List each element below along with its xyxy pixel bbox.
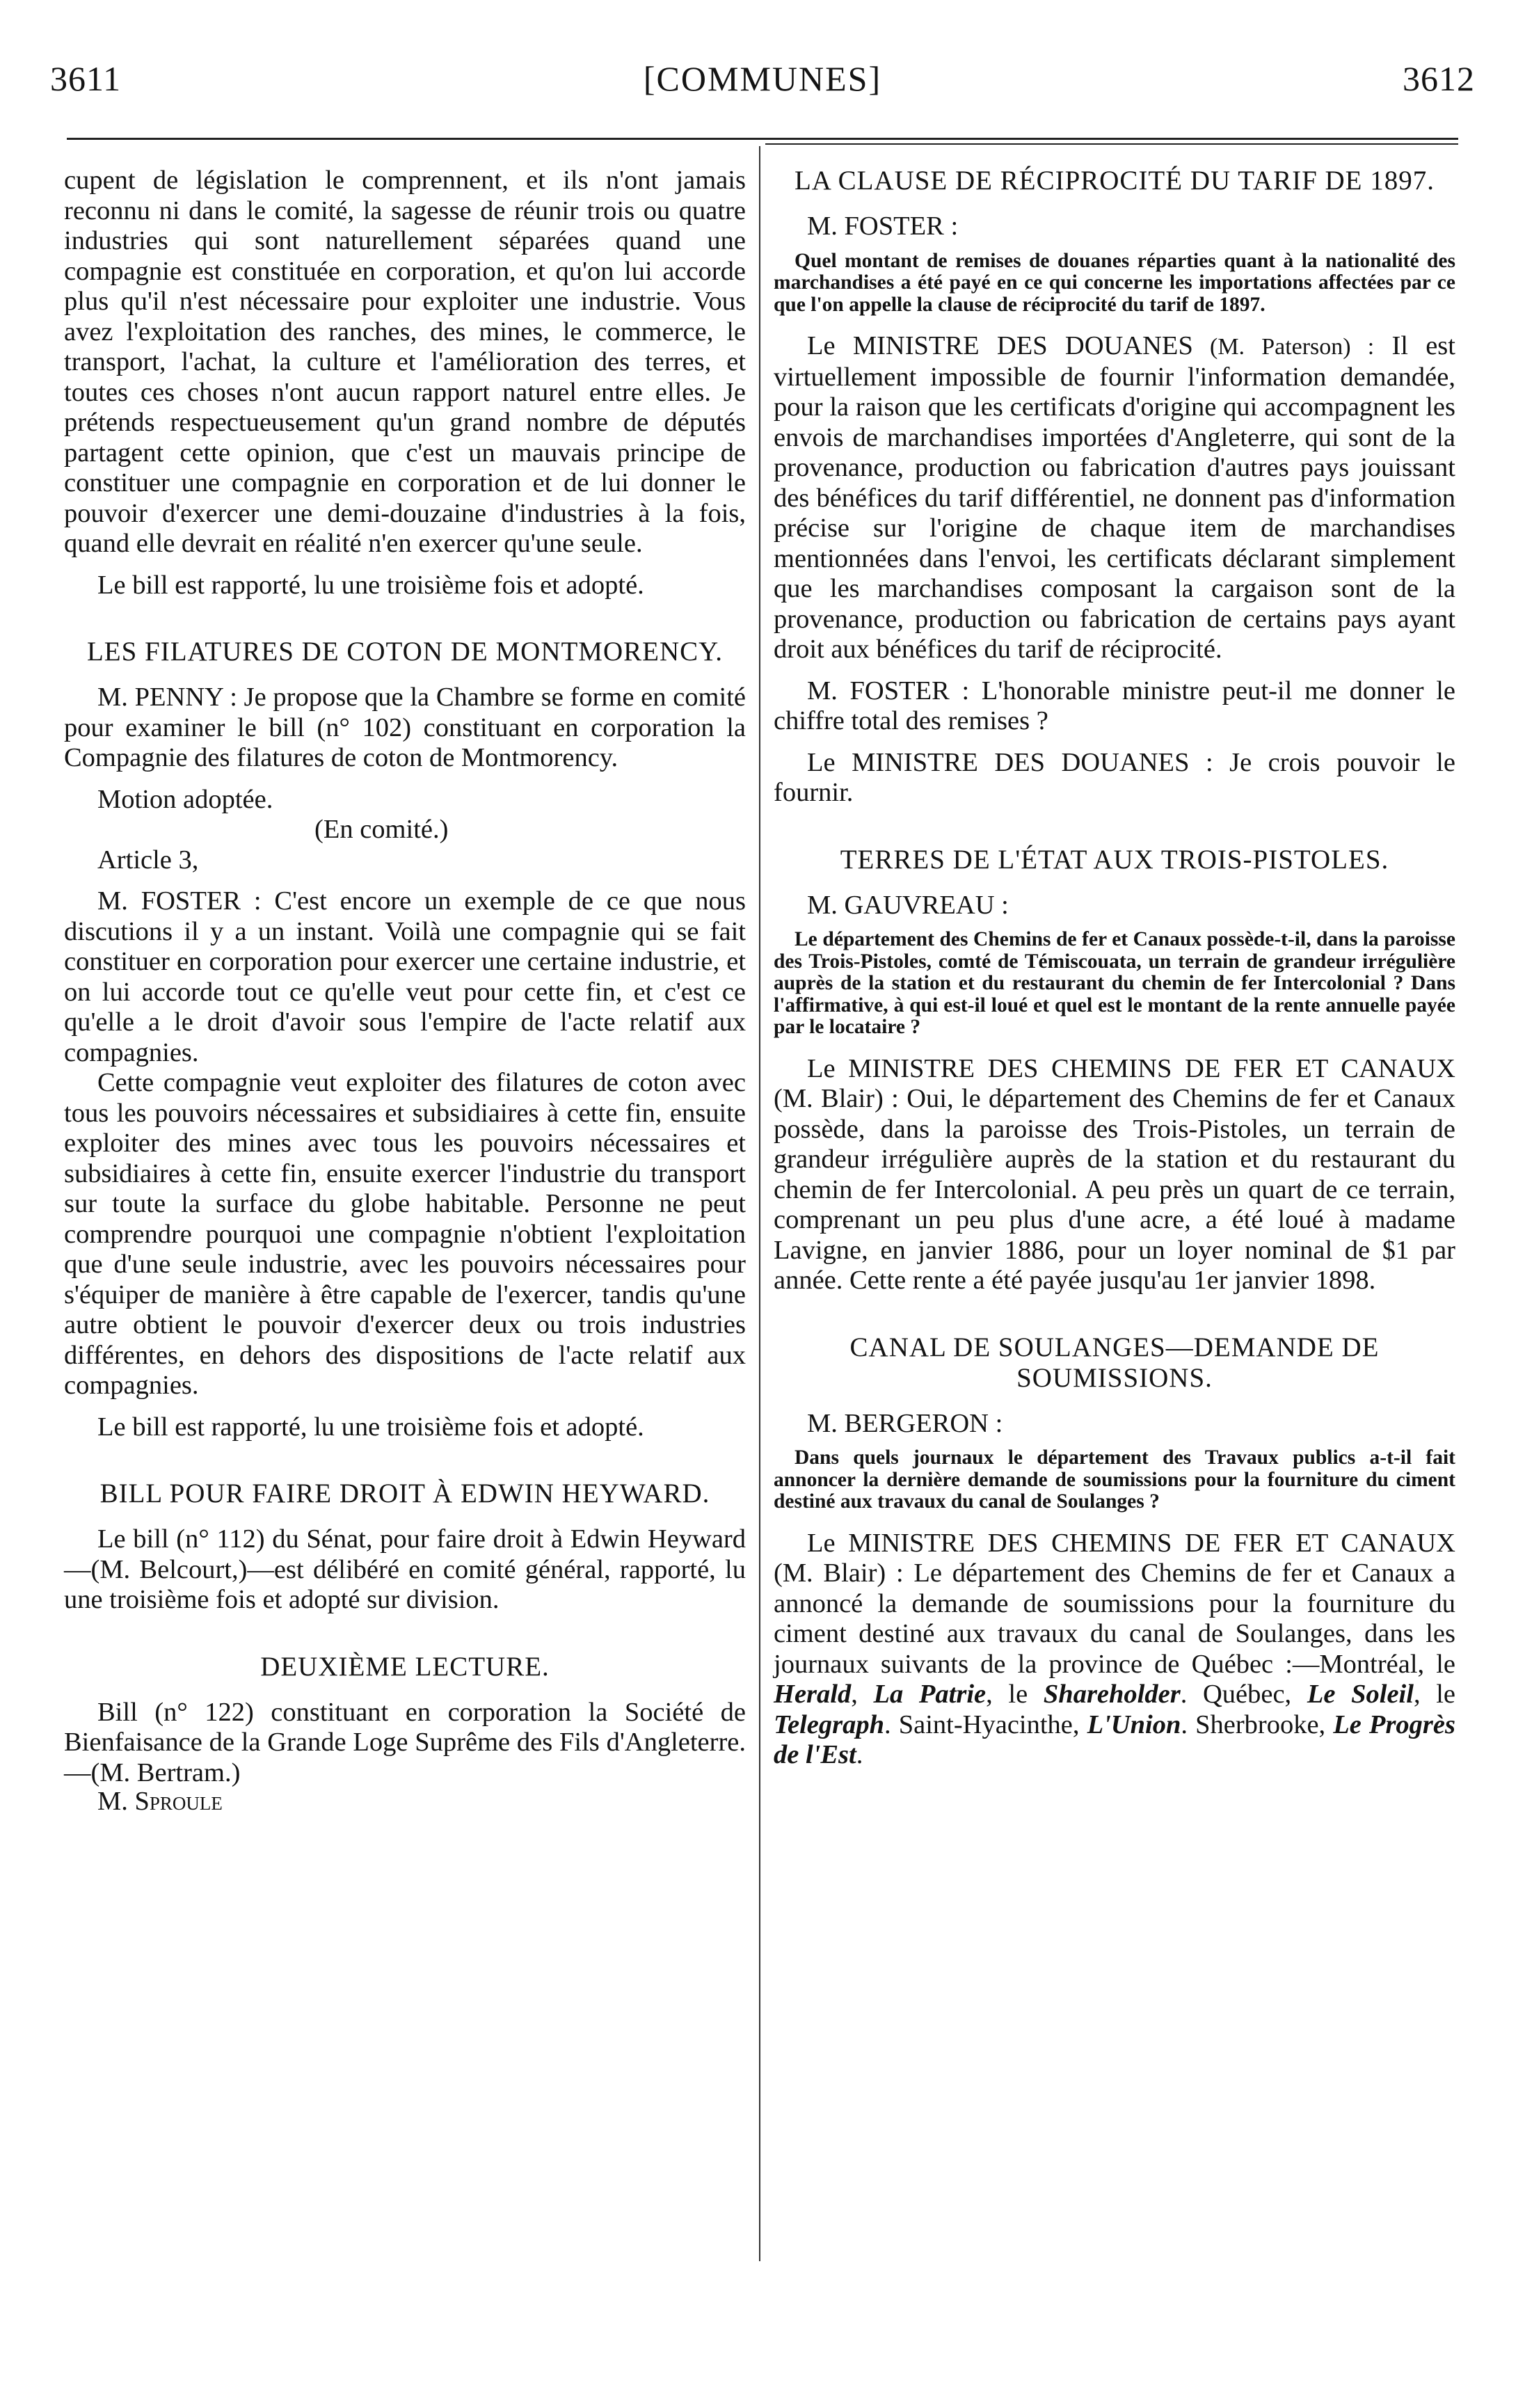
section-heading: CANAL DE SOULANGES—DEMANDE DE SOUMISSIONS. (849, 1332, 1380, 1393)
written-question: Le département des Chemins de fer et Canaux possède-t-il, dans la paroisse des Trois-Pistoles, comté de Témiscouata, un terrain de grandeur irrégulière auprès de la station et du restaurant du chemin de fer Intercolonial ? Dans l'affirmative, à qui est-il loué et quel est le montant de la rente annuelle payée par le locataire ? (774, 928, 1455, 1038)
speaker-name: Le MINISTRE DES DOUANES (807, 331, 1193, 360)
newspaper-name: Le Soleil (1307, 1680, 1414, 1709)
section-heading: DEUXIÈME LECTURE. (260, 1651, 550, 1682)
separator-text: , le (1413, 1680, 1455, 1709)
written-question: Quel montant de remises de douanes réparties quant à la nationalité des marchandises a été payé en ce qui concerne les importations affectées par ce que l'on appelle la clause de réciprocité du tarif de 1897. (774, 249, 1455, 316)
separator-text: , (851, 1680, 874, 1709)
speech-text: : Je crois pouvoir le fournir. (774, 747, 1455, 807)
questioner-name: M. FOSTER : (807, 212, 959, 241)
newspaper-name: L'Union (1087, 1709, 1181, 1739)
paragraph: Cette compagnie veut exploiter des filatures de coton avec tous les pouvoirs nécessaires et subsidiaires à cette fin, ensuite exploiter des mines avec tous les pouvoirs nécessaires et subsidiaires à cette fin, ensuite exercer l'industrie du transport sur toute la surface du globe habitable. Personne ne peut comprendre pourquoi une compagnie n'obtient l'exploitation que d'une seule industrie, avec les pouvoirs nécessaires pour s'équiper de manière à être capable de l'exercer, tandis qu'une autre obtient le pouvoir d'exercer deux ou trois industries différentes, en dehors des dispositions de l'acte relatif aux compagnies. (64, 1068, 746, 1400)
newspaper-name: Herald (774, 1680, 852, 1709)
speech-text: Il est virtuellement impossible de fournir l'information demandée, pour la raison que les certificats d'origine qui accompagnent les envois de marchandises importées d'Angleterre, qui sont de la provenance, production ou fabrication d'autres pays jouissant des bénéfices du tarif différentiel, ne donnent pas d'information précise sur l'origine de chaque item de marchandises mentionnées dans l'envoi, les certificats déclarant simplement que les marchandises composant la cargaison sont de la provenance, production ou fabrication de certains pays ayant droit aux bénéfices du tarif de réciprocité. (774, 331, 1455, 664)
separator-text: . (856, 1740, 863, 1769)
speaker-affiliation: (M. Blair) : (774, 1084, 899, 1113)
right-column (774, 166, 1455, 1771)
speech-paragraph (774, 748, 1455, 808)
newspaper-name: Shareholder (1043, 1680, 1181, 1709)
speaker-name: Le MINISTRE DES DOUANES (807, 747, 1190, 777)
speaker-name: M. PENNY (97, 683, 223, 712)
city-text: . Sherbrooke, (1181, 1709, 1334, 1739)
speaker-name: M. Sproule (97, 1787, 223, 1816)
left-column (64, 166, 746, 1817)
speaker-affiliation: (M. Blair) : (774, 1558, 904, 1588)
page-header (0, 0, 1525, 139)
column-divider (759, 146, 760, 2261)
speaker-name: M. FOSTER (807, 676, 950, 705)
section-heading: LES FILATURES DE COTON DE MONTMORENCY. (86, 637, 724, 667)
written-question: Dans quels journaux le département des Travaux publics a-t-il fait annoncer la dernière demande de soumissions pour la fourniture du ciment destiné aux travaux du canal de Soulanges ? (774, 1446, 1455, 1513)
paragraph: Le bill est rapporté, lu une troisième fois et adopté. (97, 570, 644, 600)
city-text: . Saint-Hyacinthe, (884, 1709, 1087, 1739)
speaker-name: Le MINISTRE DES CHEMINS DE FER ET CANAUX (807, 1528, 1455, 1558)
speech-paragraph (774, 331, 1455, 665)
paragraph: Le bill (n° 112) du Sénat, pour faire droit à Edwin Heyward—(M. Belcourt,)—est délibéré en comité général, rapporté, lu une troisième fois et adopté sur division. (64, 1524, 746, 1614)
speaker-name: M. FOSTER (97, 886, 241, 916)
speech-text: : Je propose que la Chambre se forme en comité pour examiner le bill (n° 102) constituant en corporation la Compagnie des filatures de coton de Montmorency. (64, 683, 746, 772)
speech-paragraph (64, 886, 746, 1068)
section-heading: BILL POUR FAIRE DROIT À EDWIN HEYWARD. (99, 1478, 710, 1508)
section-heading: LA CLAUSE DE RÉCIPROCITÉ DU TARIF DE 1897. (794, 166, 1435, 196)
speech-paragraph (774, 1054, 1455, 1296)
procedural-note: (En comité.) (314, 815, 449, 844)
speech-text: Oui, le département des Chemins de fer et Canaux possède, dans la paroisse des Trois-Pistoles, un terrain de grandeur irrégulière auprès de la station et du restaurant du chemin de fer Intercolonial. A peu près un quart de ce terrain, comprenant un peu plus d'une acre, a été loué à madame Lavigne, en janvier 1886, pour un loyer nominal de $1 par année. Cette rente a été payée jusqu'au 1er janvier 1898. (774, 1084, 1455, 1295)
speech-paragraph (64, 683, 746, 774)
running-head: [COMMUNES] (643, 59, 882, 98)
paragraph: cupent de législation le comprennent, et ils n'ont jamais reconnu ni dans le comité, la sagesse de réunir trois ou quatre industries qui sont naturellement séparées quand une compagnie est constituée en corporation, et qu'on lui accorde plus qu'il n'est nécessaire pour exploiter une industrie. Vous avez l'exploitation des ranches, des mines, le commerce, le transport, l'achat, la culture et l'amélioration des terres, et toutes ces choses n'ont aucun rapport naturel entre elles. Je prétends respectueusement qu'un grand nombre de députés partagent cette opinion, que c'est un mauvais principe de constituer une compagnie en corporation et de lui donner le pouvoir d'exercer une demi-douzaine d'industries à la fois, quand elle devrait en réalité n'en exercer qu'une seule. (64, 166, 746, 558)
speech-text: : L'honorable ministre peut-il me donner le chiffre total des remises ? (774, 676, 1456, 735)
speech-text: : C'est encore un exemple de ce que nous discutions il y a un instant. Voilà une compagnie qui se fait constituer en corporation pour exercer une certaine industrie, et on lui accorde tout ce qu'elle veut pour cette fin, et c'est ce qu'elle a le droit d'avoir sous l'empire de l'acte relatif aux compagnies. (64, 886, 746, 1067)
separator-text: , le (986, 1680, 1044, 1709)
paragraph: Le bill est rapporté, lu une troisième fois et adopté. (97, 1412, 644, 1442)
speaker-name: Le MINISTRE DES CHEMINS DE FER ET CANAUX (807, 1053, 1455, 1083)
speech-text: Le département des Chemins de fer et Canaux a annoncé la demande de soumissions pour la fourniture du ciment destiné aux travaux du canal de Soulanges, dans les journaux suivants de la province de Québec :—Montréal, le (774, 1558, 1455, 1679)
questioner-name: M. GAUVREAU : (807, 890, 1009, 920)
city-text: . Québec, (1180, 1680, 1307, 1709)
speaker-affiliation: (M. Paterson) : (1192, 334, 1375, 360)
questioner-name: M. BERGERON : (807, 1408, 1003, 1438)
speech-paragraph (774, 1529, 1455, 1771)
header-rule (67, 138, 1458, 140)
paragraph: Article 3, (97, 845, 199, 875)
section-heading: TERRES DE L'ÉTAT AUX TROIS-PISTOLES. (840, 844, 1389, 875)
newspaper-name: La Patrie (873, 1680, 987, 1709)
newspaper-name: Le Progrès de l'Est (774, 1709, 1455, 1769)
page-number-right: 3612 (1403, 59, 1475, 98)
page-number-left: 3611 (50, 59, 122, 98)
paragraph: Bill (n° 122) constituant en corporation la Société de Bienfaisance de la Grande Loge Suprême des Fils d'Angleterre.—(M. Bertram.) (64, 1697, 746, 1787)
speech-paragraph (774, 676, 1455, 737)
newspaper-name: Telegraph (774, 1709, 885, 1739)
header-rule-secondary (765, 143, 1458, 145)
paragraph: Motion adoptée. (97, 784, 273, 814)
